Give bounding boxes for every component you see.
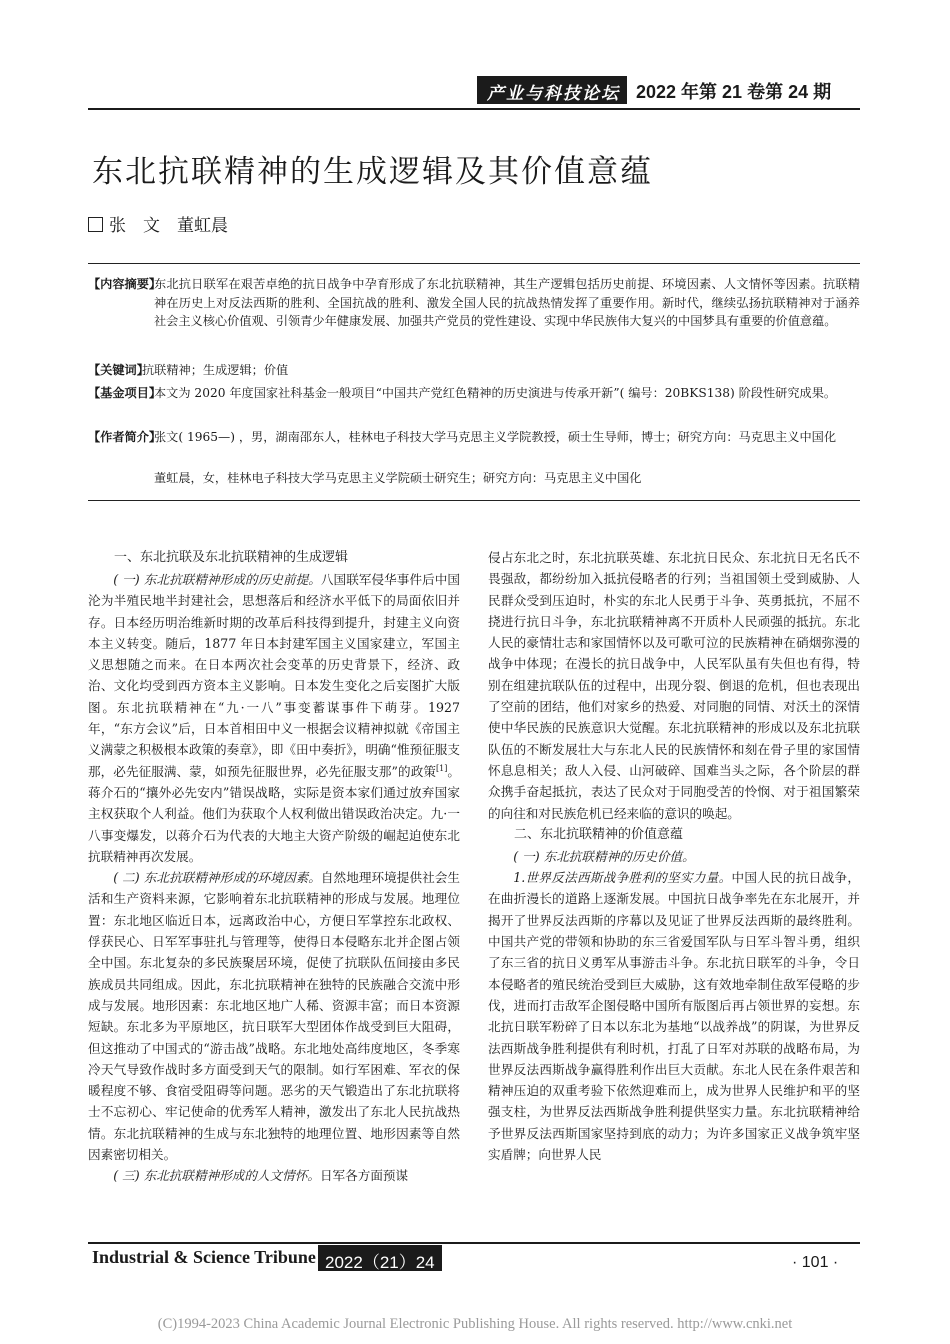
checkbox-square-icon [88,217,103,232]
section-heading-2: 二、东北抗联精神的价值意蕴 [514,826,684,842]
authors [88,211,228,236]
subheading-humanity: ( 三) 东北抗联精神形成的人文情怀。 [113,1168,320,1184]
article-title: 东北抗联精神的生成逻辑及其价值意蕴 [92,154,653,190]
fund-label: 【基金项目】 [88,386,162,400]
subheading-antifascist: 1.世界反法西斯战争胜利的坚实力量。 [513,870,732,886]
paragraph-environment-text: 自然地理环境提供社会生活和生产资料来源，它影响着东北抗联精神的形成与发展。地理位置：东北地区临近日本，远离政治中心，方便日军掌控东北政权、俘获民心、日军军事驻扎与管理等，使得日本侵略东北并企图占领全中国。东北复杂的多民族聚居环境，促使了抗联队伍间接由多民族成员共同组成。因此，东北抗联精神在独特的民族融合交流中形成与发展。地形因素：东北地区地广人稀、资源丰富；而日本资源短缺。东北多为平原地区，抗日联军大型团体作战受到巨大阻碍，但这推动了中国式的“游击战”战略。东北地处高纬度地区，冬季寒冷天气导致作战时多方面受到天气的限制。如行军困难、军衣的保暖程度不够、食宿受阻碍等问题。恶劣的天气锻造出了东北抗联将士不忘初心、牢记使命的优秀军人精神，激发出了东北人民抗战热情。东北抗联精神的生成与东北独特的地理位置、地形因素等自然因素密切相关。 [88,870,460,1163]
fund-text: 本文为 2020 年度国家社科基金一般项目“中国共产党红色精神的历史演进与传承开新”( 编号：20BKS138) 阶段性研究成果。 [154,386,837,400]
author-bio-label: 【作者简介】 [88,430,162,444]
subheading-historical-value: ( 一) 东北抗联精神的历史价值。 [513,848,695,864]
paragraph-humanity-continued: 侵占东北之时，东北抗联英雄、东北抗日民众、东北抗日无名氏不畏强敌，都纷纷加入抵抗侵略者的行列；当祖国领土受到威胁、人民群众受到压迫时，朴实的东北人民勇于斗争、英勇抵抗，不屈不挠进行抗日斗争，东北抗联精神离不开质朴人民顽强的抵抗。东北人民的豪情壮志和家国情怀以及可歌可泣的民族精神在硝烟弥漫的战争中体现；在漫长的抗日战争中，人民军队虽有失但也有得，特别在组建抗联队伍的过程中，出现分裂、倒退的危机，但也表现出了空前的团结，他们对家乡的热爱、对同胞的同情、对沃土的深情使中华民族的民族意识大觉醒。东北抗联精神的形成以及东北抗联队伍的不断发展壮大与东北人民的民族情怀和刻在骨子里的家国情怀息息相关；敌人入侵、山河破碎、国难当头之际，各个阶层的群众携手奋起抵抗，表达了民众对于同胞受苦的怜悯、对于祖国繁荣的向往和对民族危机已经来临的意识的唤起。 [488,550,860,821]
issue-info: 2022 年第 21 卷第 24 期 [636,82,832,102]
abstract [88,275,860,355]
fund [88,384,860,424]
footer-rule [88,1242,860,1244]
paragraph-environment [88,867,460,1165]
keywords-label: 【关键词】 [88,363,149,377]
journal-english-name: Industrial & Science Tribune [92,1247,316,1267]
copyright-watermark: (C)1994-2023 China Academic Journal Electronic Publishing House. All rights reserved. http://www.cnki.net [157,1316,793,1332]
abstract-text: 东北抗日联军在艰苦卓绝的抗日战争中孕育形成了东北抗联精神，其生产逻辑包括历史前提、环境因素、人文情怀等因素。抗联精神在历史上对反法西斯的胜利、全国抗战的胜利、激发全国人民的抗战热情发挥了重要作用。新时代，继续弘扬抗联精神对于涵养社会主义核心价值观、引领青少年健康发展、加强共产党员的党性建设、实现中华民族伟大复兴的中国梦具有重要的价值意蕴。 [154,277,860,328]
author-bio-text-1: 张文( 1965—) ，男，湖南邵东人，桂林电子科技大学马克思主义学院教授，硕士生导师，博士；研究方向：马克思主义中国化 [154,430,837,444]
abstract-label: 【内容摘要】 [88,277,162,291]
citation-1: [1] [436,763,448,773]
paragraph-antifascist-text: 中国人民的抗日战争，在曲折漫长的道路上逐渐发展。中国抗日战争率先在东北展开，并揭开了世界反法西斯的序幕以及见证了世界反法西斯的最终胜利。中国共产党的带领和协助的东三省爱国军队与日军斗智斗勇，组织了东三省的抗日义勇军从事游击斗争。东北抗日联军的斗争，令日本侵略者的殖民统治受到巨大威胁，这有效地牵制住敌军侵略的步伐，进而打击敌军企图侵略中国所有版图后再占领世界的妄想。东北抗日联军粉碎了日本以东北为基地“以战养战”的阴谋，为世界反法西斯战争胜利提供有利时机，打乱了日军对苏联的战略布局，为世界反法西斯战争赢得胜利作出巨大贡献。东北人民在条件艰苦和精神压迫的双重考验下依然迎难而上，成为世界人民维护和平的坚强支柱，为世界反法西斯战争胜利提供坚实力量。东北抗联精神给予世界反法西斯国家坚持到底的动力；为许多国家正义战争筑牢坚实盾牌；向世界人民 [488,870,860,1163]
keywords [88,361,860,380]
footer-issue: 2022（21）24 [325,1253,435,1272]
paragraph-history-text-2: 。蒋介石的“攘外必先安内”错误战略，实际是资本家们通过放弃国家主权获取个人利益。他们为获取个人权利做出错误政治决定。九·一八事变爆发，以蒋介石为代表的大地主大资产阶级的崛起迫使东北抗联精神再次发展。 [88,763,460,864]
section-heading-1: 一、东北抗联及东北抗联精神的生成逻辑 [114,550,349,565]
paragraph-humanity-text: 日军各方面预谋 [319,1168,409,1184]
body-right-column [488,547,860,1227]
abstract-bottom-rule [88,500,860,501]
header-rule [88,108,860,110]
keywords-text: 抗联精神；生成逻辑；价值 [142,363,289,377]
author-names: 张 文 董虹晨 [109,216,228,236]
paragraph-history [88,569,460,867]
paragraph-antifascist [488,867,860,1165]
author-bio-second [88,469,860,489]
body-left-column [88,547,460,1227]
subheading-history: ( 一) 东北抗联精神形成的历史前提。 [113,572,321,587]
page-number: · 101 · [792,1254,839,1271]
paragraph-history-text: 八国联军侵华事件后中国沦为半殖民地半封建社会，思想落后和经济水平低下的局面依旧并存。日本经历明治维新时期的改革后科技得到提升，封建主义向资本主义转变。随后，1877 年日本封建军国主义国家建立，军国主义思想随之而来。在日本两次社会变革的历史背景下，经济、政治、文化均受到西方资本主义影响。日本发生变化之后妄图扩大版图。东北抗联精神在“九·一八”事变蓄谋事件下萌芽。1927 年，“东方会议”后，日本首相田中义一根据会议精神拟就《帝国主义满蒙之积极根本政策的奏章》，即《田中奏折》，明确“惟预征服支那，必先征服满、蒙，如预先征服世界，必先征服支那”的政策 [88,572,460,779]
journal-name: 产业与科技论坛 [487,84,620,104]
author-bio-text-2: 董虹晨，女，桂林电子科技大学马克思主义学院硕士研究生；研究方向：马克思主义中国化 [154,471,642,485]
paragraph-humanity [88,1165,460,1186]
subheading-environment: ( 二) 东北抗联精神形成的环境因素。 [113,870,321,886]
abstract-top-rule [88,263,860,264]
